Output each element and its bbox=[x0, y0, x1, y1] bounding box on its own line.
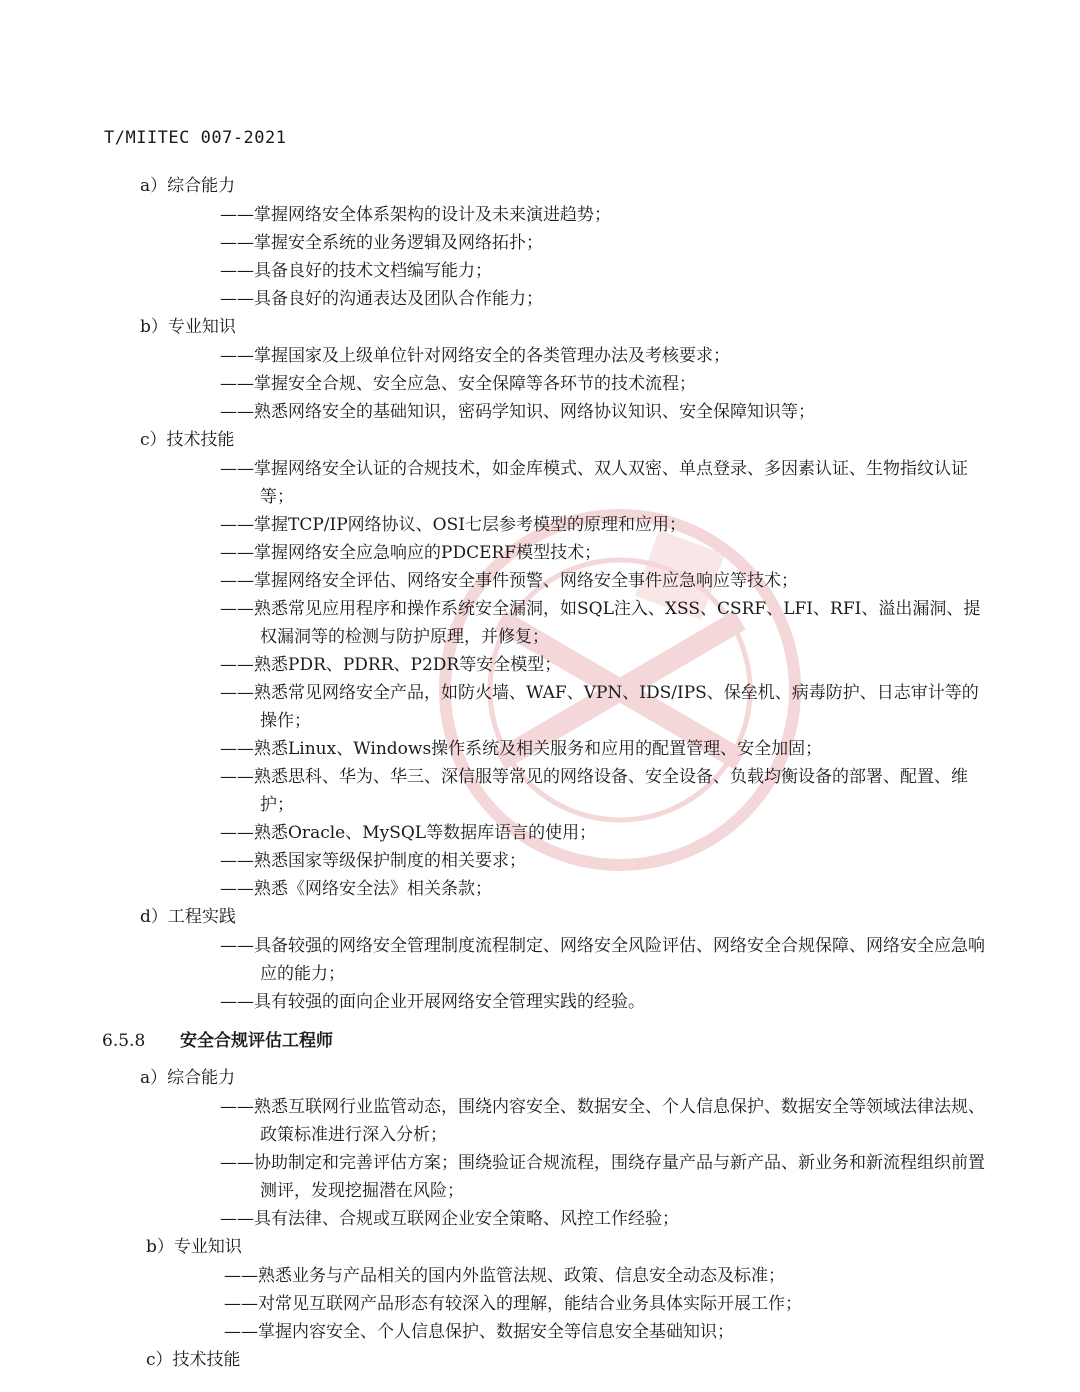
subsection-title: b）专业知识 bbox=[146, 1237, 242, 1257]
list-item: ——掌握安全合规、安全应急、安全保障等各环节的技术流程； bbox=[220, 374, 696, 394]
list-item: ——熟悉常见应用程序和操作系统安全漏洞，如SQL注入、XSS、CSRF、LFI、RFI、溢出漏洞、提权漏洞等的检测与防护原理，并修复； bbox=[220, 599, 981, 647]
list-item: ——熟悉Oracle、MySQL等数据库语言的使用； bbox=[220, 823, 597, 843]
list-item: ——对常见互联网产品形态有较深入的理解，能结合业务具体实际开展工作； bbox=[224, 1294, 802, 1314]
list-item: ——掌握安全系统的业务逻辑及网络拓扑； bbox=[220, 233, 543, 253]
list-item: ——协助制定和完善评估方案；围绕验证合规流程，围绕存量产品与新产品、新业务和新流程组织前置测评，发现挖掘潜在风险； bbox=[220, 1153, 985, 1201]
list-item: ——熟悉PDR、PDRR、P2DR等安全模型； bbox=[220, 655, 562, 675]
list-item: ——熟悉常见网络安全产品，如防火墙、WAF、VPN、IDS/IPS、保垒机、病毒防护、日志审计等的操作； bbox=[220, 683, 979, 731]
list-item: ——具备较强的网络安全管理制度流程制定、网络安全风险评估、网络安全合规保障、网络安全应急响应的能力； bbox=[220, 936, 985, 984]
subsection-title: d）工程实践 bbox=[140, 907, 236, 927]
document-body bbox=[0, 172, 1080, 1375]
list-item: ——熟悉国家等级保护制度的相关要求； bbox=[220, 851, 526, 871]
section-number: 6.5.8 bbox=[102, 1031, 146, 1051]
list-item: ——掌握内容安全、个人信息保护、数据安全等信息安全基础知识； bbox=[224, 1322, 734, 1342]
subsection-title: a）综合能力 bbox=[140, 176, 236, 196]
section-heading bbox=[102, 1026, 1080, 1056]
section-title: 安全合规评估工程师 bbox=[180, 1031, 333, 1051]
subsection-title: b）专业知识 bbox=[140, 317, 236, 337]
subsection-title: c）技术技能 bbox=[140, 430, 235, 450]
list-item: ——掌握网络安全体系架构的设计及未来演进趋势； bbox=[220, 205, 611, 225]
list-item: ——熟悉Linux、Windows操作系统及相关服务和应用的配置管理、安全加固； bbox=[220, 739, 823, 759]
list-item: ——具备良好的沟通表达及团队合作能力； bbox=[220, 289, 543, 309]
list-item: ——熟悉互联网行业监管动态，围绕内容安全、数据安全、个人信息保护、数据安全等领域法律法规、政策标准进行深入分析； bbox=[220, 1097, 985, 1145]
subsection-title: a）综合能力 bbox=[140, 1068, 236, 1088]
list-item: ——掌握网络安全认证的合规技术，如金库模式、双人双密、单点登录、多因素认证、生物指纹认证等； bbox=[220, 459, 968, 507]
list-item: ——掌握网络安全评估、网络安全事件预警、网络安全事件应急响应等技术； bbox=[220, 571, 798, 591]
list-item: ——掌握网络安全应急响应的PDCERF模型技术； bbox=[220, 543, 602, 563]
document-id: T/MIITEC 007-2021 bbox=[104, 128, 287, 148]
list-item: ——熟悉思科、华为、华三、深信服等常见的网络设备、安全设备、负载均衡设备的部署、配置、维护； bbox=[220, 767, 968, 815]
list-item: ——具有法律、合规或互联网企业安全策略、风控工作经验； bbox=[220, 1209, 679, 1229]
subsection-title: c）技术技能 bbox=[146, 1350, 241, 1370]
list-item: ——具有较强的面向企业开展网络安全管理实践的经验。 bbox=[220, 992, 645, 1012]
list-item: ——掌握TCP/IP网络协议、OSI七层参考模型的原理和应用； bbox=[220, 515, 686, 535]
list-item: ——熟悉《网络安全法》相关条款； bbox=[220, 879, 492, 899]
list-item: ——掌握国家及上级单位针对网络安全的各类管理办法及考核要求； bbox=[220, 346, 730, 366]
list-item: ——具备良好的技术文档编写能力； bbox=[220, 261, 492, 281]
list-item: ——熟悉业务与产品相关的国内外监管法规、政策、信息安全动态及标准； bbox=[224, 1266, 785, 1286]
list-item: ——熟悉网络安全的基础知识，密码学知识、网络协议知识、安全保障知识等； bbox=[220, 402, 815, 422]
